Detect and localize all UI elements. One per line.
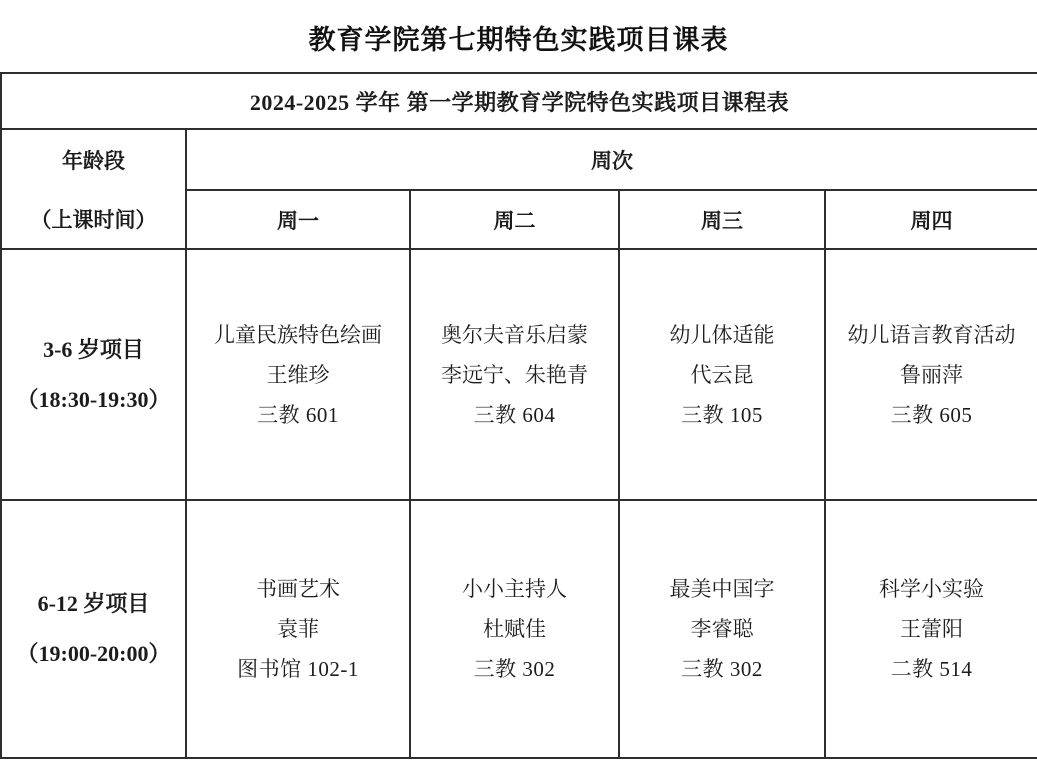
age-group-label: 3-6 岁项目 [43, 336, 144, 362]
course-location: 三教 302 [681, 657, 763, 681]
course-location: 二教 514 [890, 657, 973, 681]
course-cell-3-6-thursday [825, 249, 1037, 500]
course-name: 科学小实验 [879, 577, 984, 601]
age-time-corner-header [1, 129, 186, 249]
course-teacher: 王维珍 [266, 362, 330, 387]
course-location: 图书馆 102-1 [237, 657, 359, 681]
day-header-monday: 周一 [186, 190, 410, 249]
age-group-time: （19:00-20:00） [16, 641, 171, 666]
course-teacher: 鲁丽萍 [900, 362, 963, 387]
course-cell-3-6-wednesday [619, 249, 825, 500]
course-teacher: 杜赋佳 [483, 617, 546, 641]
course-teacher: 袁菲 [277, 617, 319, 641]
weeks-header-row [1, 129, 1037, 190]
course-location: 三教 105 [681, 402, 763, 427]
age-group-header-3-6 [1, 249, 186, 500]
course-cell-6-12-wednesday [619, 500, 825, 758]
course-cell-6-12-thursday [825, 500, 1037, 758]
weeks-header: 周次 [186, 129, 1037, 190]
table-row-age-3-6 [1, 249, 1037, 500]
course-name: 小小主持人 [462, 577, 567, 601]
day-header-tuesday: 周二 [410, 190, 619, 249]
table-subtitle: 2024-2025 学年 第一学期教育学院特色实践项目课程表 [1, 73, 1037, 129]
course-teacher: 代云昆 [690, 362, 754, 387]
age-group-header-6-12 [1, 500, 186, 758]
subtitle-row [1, 73, 1037, 129]
age-time-corner-inner [2, 130, 185, 248]
corner-header-line1: 年龄段 [62, 148, 125, 173]
table-row-age-6-12 [1, 500, 1037, 758]
course-name: 书画艺术 [256, 577, 340, 601]
course-cell-6-12-tuesday [410, 500, 619, 758]
course-cell-3-6-monday [186, 249, 410, 500]
course-location: 三教 601 [257, 402, 339, 427]
age-group-label: 6-12 岁项目 [37, 591, 150, 616]
course-name: 幼儿语言教育活动 [847, 322, 1016, 347]
page-title: 教育学院第七期特色实践项目课表 [308, 25, 729, 55]
course-teacher: 李睿聪 [690, 617, 754, 641]
course-teacher: 王蕾阳 [900, 617, 963, 641]
course-name: 儿童民族特色绘画 [214, 322, 382, 347]
day-header-wednesday: 周三 [619, 190, 825, 249]
age-group-time: （18:30-19:30） [16, 386, 171, 412]
day-header-thursday: 周四 [825, 190, 1037, 249]
course-cell-3-6-tuesday [410, 249, 619, 500]
course-cell-6-12-monday [186, 500, 410, 758]
course-teacher: 李远宁、朱艳青 [441, 362, 588, 387]
course-location: 三教 605 [890, 402, 973, 427]
corner-header-line2: （上课时间） [30, 207, 157, 232]
schedule-table [0, 72, 1037, 759]
course-location: 三教 302 [473, 657, 556, 681]
course-name: 幼儿体适能 [669, 322, 775, 347]
course-location: 三教 604 [473, 402, 556, 427]
course-name: 最美中国字 [669, 577, 775, 601]
course-name: 奥尔夫音乐启蒙 [441, 322, 588, 347]
